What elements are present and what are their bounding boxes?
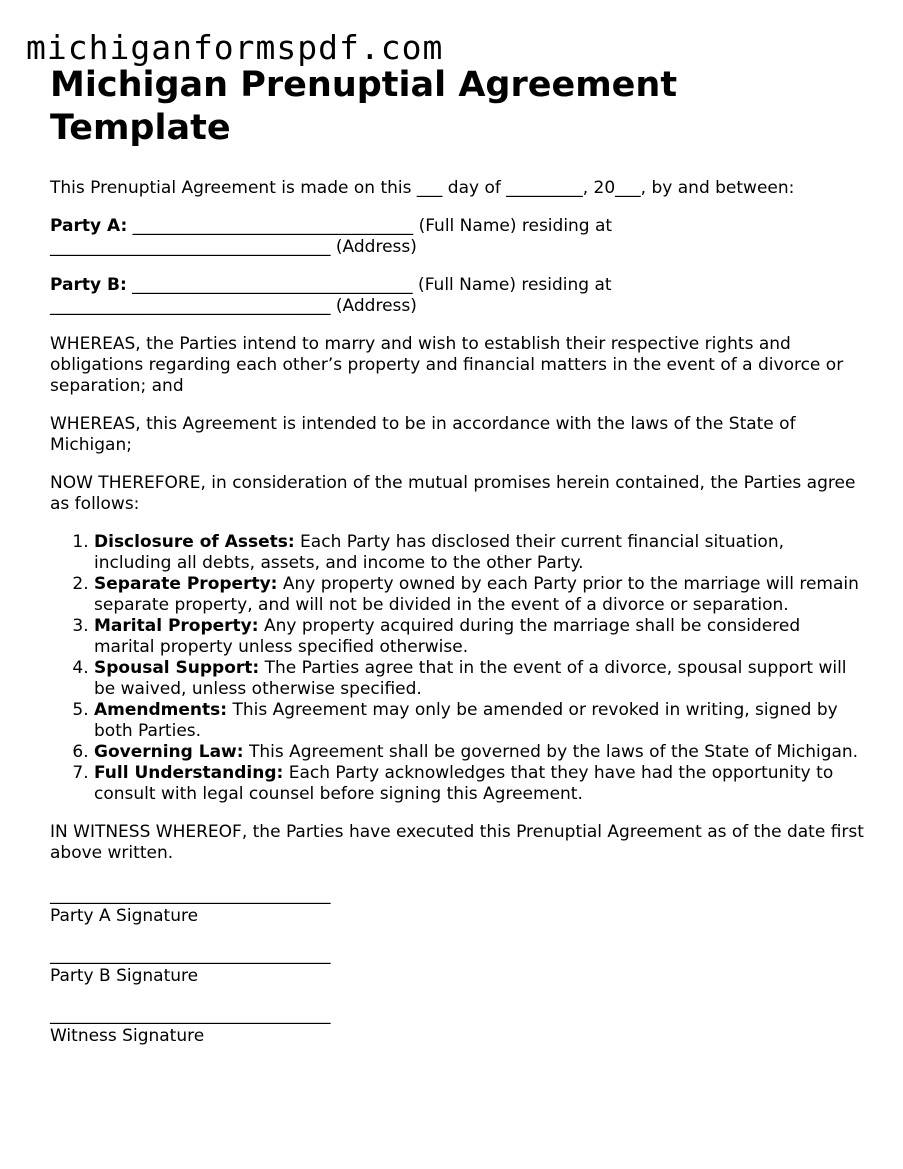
clause-heading: Full Understanding: xyxy=(94,763,284,783)
now-therefore-paragraph: NOW THEREFORE, in consideration of the mutual promises herein contained, the Parties agree as follows: xyxy=(50,473,856,514)
signature-label: Party B Signature xyxy=(50,966,199,986)
clause-heading: Disclosure of Assets: xyxy=(94,532,295,552)
party-b-line xyxy=(50,275,865,317)
clause-text: Each Party has disclosed their current financial situation, including all debts, assets, and income to the other Party. xyxy=(94,532,785,573)
clause-item xyxy=(94,763,865,805)
signature-line: _________________________________ xyxy=(50,1005,331,1025)
clause-text: The Parties agree that in the event of a divorce, spousal support will be waived, unless otherwise specified. xyxy=(94,658,847,699)
party-a-line xyxy=(50,216,865,258)
whereas-paragraph-2: WHEREAS, this Agreement is intended to be in accordance with the laws of the State of Michigan; xyxy=(50,414,796,455)
signature-block-party-a xyxy=(50,885,865,927)
signature-label: Party A Signature xyxy=(50,906,199,926)
clause-heading: Separate Property: xyxy=(94,574,278,594)
clause-text: This Agreement shall be governed by the laws of the State of Michigan. xyxy=(243,742,859,762)
party-a-label: Party A: xyxy=(50,216,128,236)
party-a-fields: _________________________________ (Full Name) residing at _________________________________ (Address) xyxy=(50,216,613,257)
clause-list xyxy=(50,532,865,805)
clause-text: Any property owned by each Party prior to the marriage will remain separate property, and will not be divided in the event of a divorce or separation. xyxy=(94,574,859,615)
clause-text: This Agreement may only be amended or revoked in writing, signed by both Parties. xyxy=(94,700,838,741)
party-b-fields: _________________________________ (Full Name) residing at _________________________________ (Address) xyxy=(50,275,612,316)
clause-item xyxy=(94,742,865,763)
page-title: Michigan Prenuptial Agreement Template xyxy=(50,65,678,148)
clause-item xyxy=(94,658,865,700)
clause-text: Each Party acknowledges that they have had the opportunity to consult with legal counsel before signing this Agreement. xyxy=(94,763,834,804)
witness-clause: IN WITNESS WHEREOF, the Parties have executed this Prenuptial Agreement as of the date first above written. xyxy=(50,822,864,863)
clause-heading: Marital Property: xyxy=(94,616,259,636)
clause-heading: Amendments: xyxy=(94,700,228,720)
clause-heading: Spousal Support: xyxy=(94,658,260,678)
party-b-label: Party B: xyxy=(50,275,127,295)
clause-item xyxy=(94,700,865,742)
whereas-paragraph-1: WHEREAS, the Parties intend to marry and wish to establish their respective rights and obligations regarding each other’s property and financial matters in the event of a divorce or separation; and xyxy=(50,334,844,396)
document-body xyxy=(50,64,865,1047)
clause-item xyxy=(94,616,865,658)
signature-line: _________________________________ xyxy=(50,885,331,905)
clause-item xyxy=(94,532,865,574)
clause-text: Any property acquired during the marriage shall be considered marital property unless specified otherwise. xyxy=(94,616,801,657)
clause-heading: Governing Law: xyxy=(94,742,244,762)
signature-block-witness xyxy=(50,1005,865,1047)
intro-paragraph: This Prenuptial Agreement is made on this ___ day of _________, 20___, by and between: xyxy=(50,178,795,198)
signature-block-party-b xyxy=(50,945,865,987)
clause-item xyxy=(94,574,865,616)
signature-line: _________________________________ xyxy=(50,945,331,965)
signature-label: Witness Signature xyxy=(50,1026,205,1046)
watermark-site-name: michiganformspdf.com xyxy=(26,28,444,67)
